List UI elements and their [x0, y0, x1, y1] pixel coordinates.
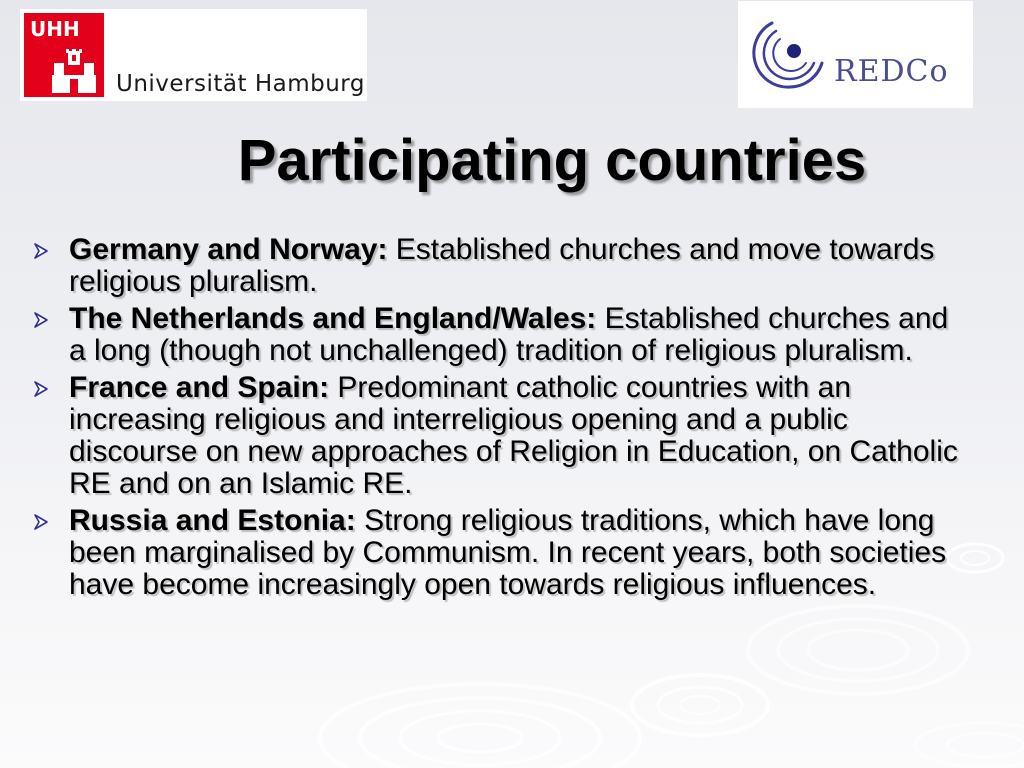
redco-logo	[738, 1, 973, 108]
arrow-bullet-icon	[32, 513, 50, 531]
bullet-text: Predominant catholic countries with an increasing religious and interreligious opening and a public discourse on new approaches of Religion in Education, on Catholic RE and on an Islamic RE.	[69, 371, 958, 500]
uhh-logo-name: Universität Hamburg	[116, 71, 365, 97]
bullet-lead: Germany and Norway:	[69, 233, 388, 266]
bullet-text: Established churches and a long (though not unchallenged) tradition of religious pluralism.	[69, 302, 949, 367]
uhh-logo	[20, 9, 367, 101]
bullet-lead: Russia and Estonia:	[69, 504, 356, 537]
bullet-lead: The Netherlands and England/Wales:	[69, 302, 597, 335]
arrow-bullet-icon	[32, 242, 50, 260]
arrow-bullet-icon	[32, 380, 50, 398]
castle-icon	[50, 49, 98, 95]
bullet-netherlands-england	[32, 303, 972, 367]
bullet-france-spain	[32, 372, 972, 500]
arrow-bullet-icon	[32, 311, 50, 329]
bullet-text: Established churches and move towards religious pluralism.	[69, 233, 935, 298]
slide-title: Participating countries	[237, 128, 867, 193]
bullet-lead: France and Spain:	[69, 371, 330, 404]
redco-orbit-icon	[750, 13, 830, 93]
bullet-germany-norway	[32, 234, 972, 298]
redco-logo-name: REDCo	[834, 54, 949, 89]
bullet-list	[32, 234, 972, 606]
bullet-russia-estonia	[32, 505, 972, 601]
bullet-text: Strong religious traditions, which have long been marginalised by Communism. In recent years, both societies have become increasingly open towards religious influences.	[69, 504, 947, 601]
uhh-logo-letters: UHH	[30, 17, 80, 41]
uhh-logo-mark	[24, 13, 104, 97]
